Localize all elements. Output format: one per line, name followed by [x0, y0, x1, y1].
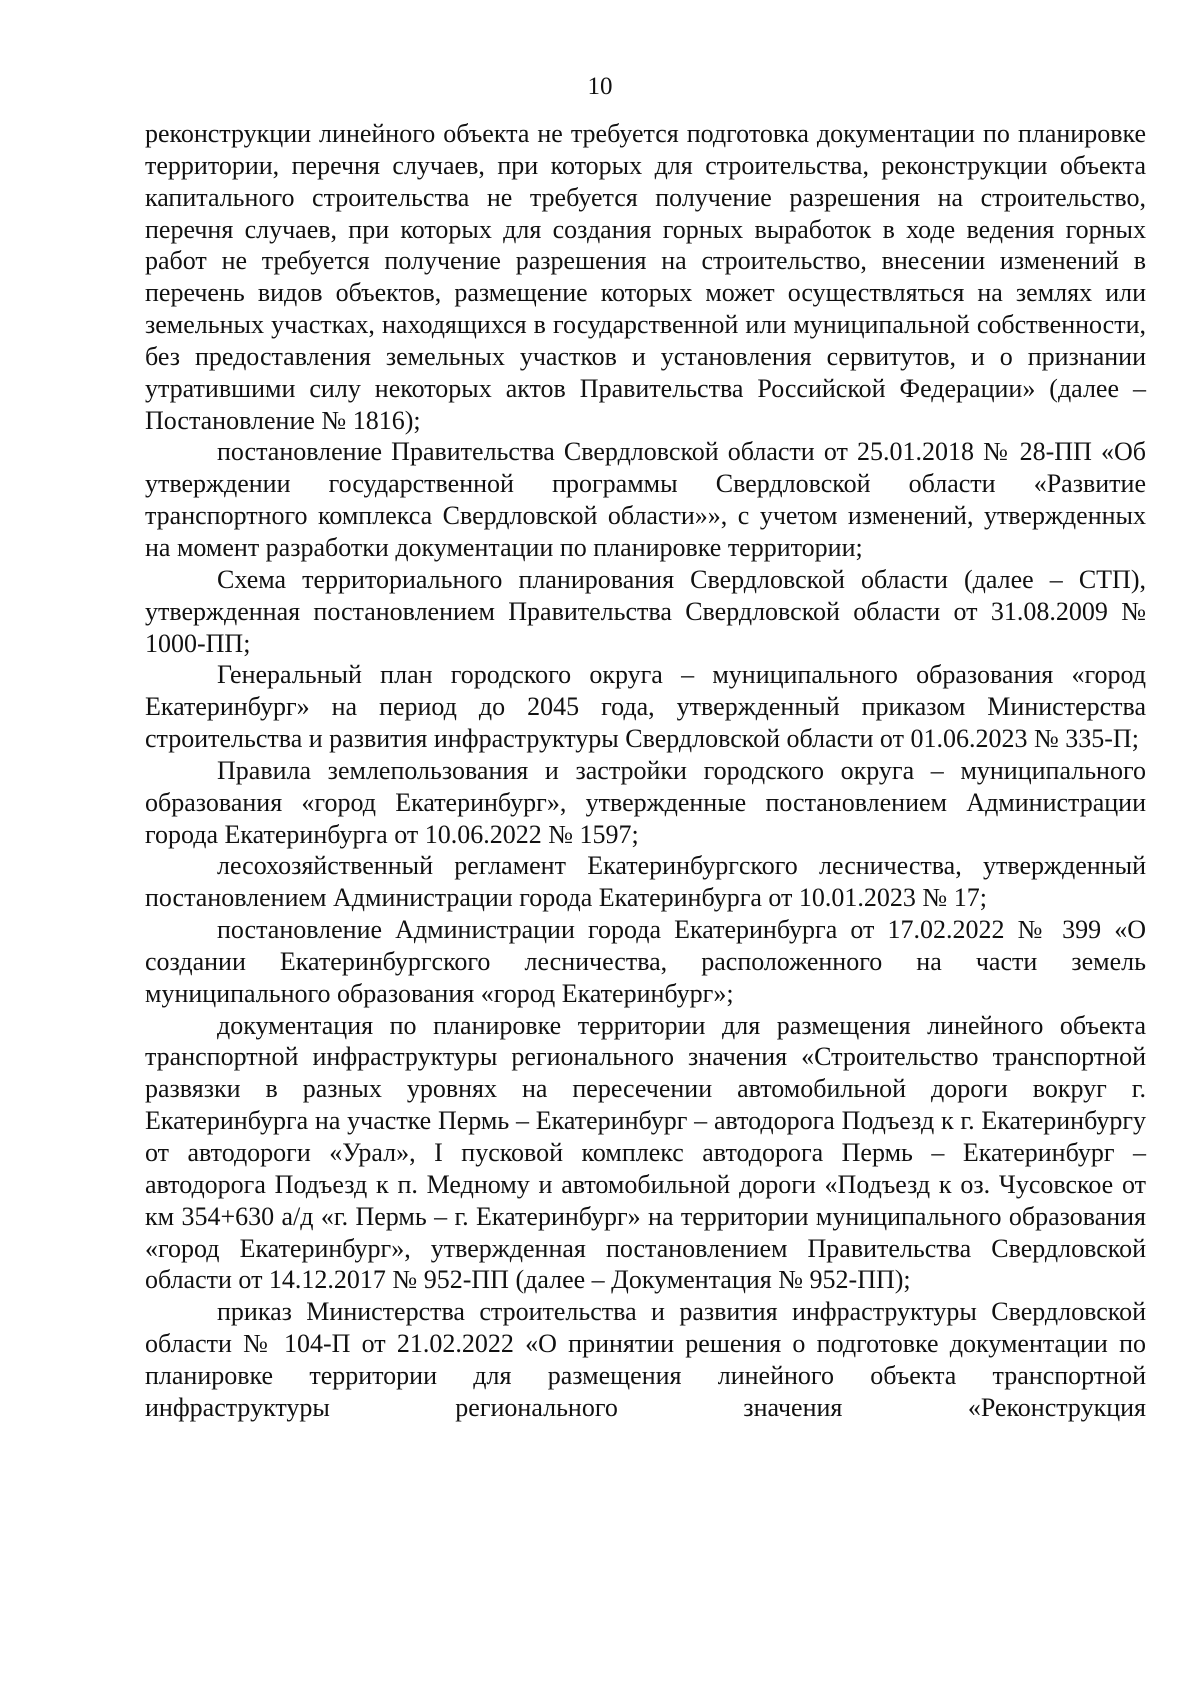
document-body — [145, 118, 1146, 1424]
paragraph-continuation: реконструкции линейного объекта не требуется подготовка документации по планировке территории, перечня случаев, при которых для строительства, реконструкции объекта капитального строительства не требуется получение разрешения на строительство, перечня случаев, при которых для создания горных выработок в ходе ведения горных работ не требуется получение разрешения на строительство, внесении изменений в перечень видов объектов, размещение которых может осуществляться на землях или земельных участках, находящихся в государственной или муниципальной собственности, без предоставления земельных участков и установления сервитутов, и о признании утратившими силу некоторых актов Правительства Российской Федерации» (далее – Постановление № 1816); — [145, 119, 1146, 435]
paragraph-forestry-regulation: лесохозяйственный регламент Екатеринбургского лесничества, утвержденный постановлением Администрации города Екатеринбурга от 10.01.2023 № 17; — [145, 851, 1146, 913]
paragraph-territorial-planning-scheme: Схема территориального планирования Свердловской области (далее – СТП), утвержденная постановлением Правительства Свердловской области от 31.08.2009 № 1000-ПП; — [145, 564, 1146, 658]
paragraph-land-use-rules: Правила землепользования и застройки городского округа – муниципального образования «город Екатеринбург», утвержденные постановлением Администрации города Екатеринбурга от 10.06.2022 № 1597; — [145, 755, 1146, 849]
paragraph-ministry-order: приказ Министерства строительства и развития инфраструктуры Свердловской области № 104-П от 21.02.2022 «О принятии решения о подготовке документации по планировке территории для размещения линейного объекта транспортной инфраструктуры регионального значения «Реконструкция — [145, 1297, 1146, 1422]
paragraph-forestry-creation: постановление Администрации города Екатеринбурга от 17.02.2022 № 399 «О создании Екатеринбургского лесничества, расположенного на части земель муниципального образования «город Екатеринбург»; — [145, 915, 1146, 1008]
paragraph-general-plan: Генеральный план городского округа – муниципального образования «город Екатеринбург» на период до 2045 года, утвержденный приказом Министерства строительства и развития инфраструктуры Свердловской области от 01.06.2023 № 335-П; — [145, 660, 1146, 754]
paragraph-sverdlovsk-program: постановление Правительства Свердловской области от 25.01.2018 № 28-ПП «Об утверждении государственной программы Свердловской области «Развитие транспортного комплекса Свердловской области»», с учетом изменений, утвержденных на момент разработки документации по планировке территории; — [145, 437, 1146, 562]
paragraph-planning-documentation: документация по планировке территории для размещения линейного объекта транспортной инфраструктуры регионального значения «Строительство транспортной развязки в разных уровнях на пересечении автомобильной дороги вокруг г. Екатеринбурга на участке Пермь – Екатеринбург – автодорога Подъезд к г. Екатеринбургу от автодороги «Урал», I пусковой комплекс автодорога Пермь – Екатеринбург – автодорога Подъезд к п. Медному и автомобильной дороги «Подъезд к оз. Чусовское от км 354+630 а/д «г. Пермь – г. Екатеринбург» на территории муниципального образования «город Екатеринбург», утвержденная постановлением Правительства Свердловской области от 14.12.2017 № 952-ПП (далее – Документация № 952-ПП); — [145, 1010, 1146, 1295]
page-number: 10 — [587, 73, 613, 100]
